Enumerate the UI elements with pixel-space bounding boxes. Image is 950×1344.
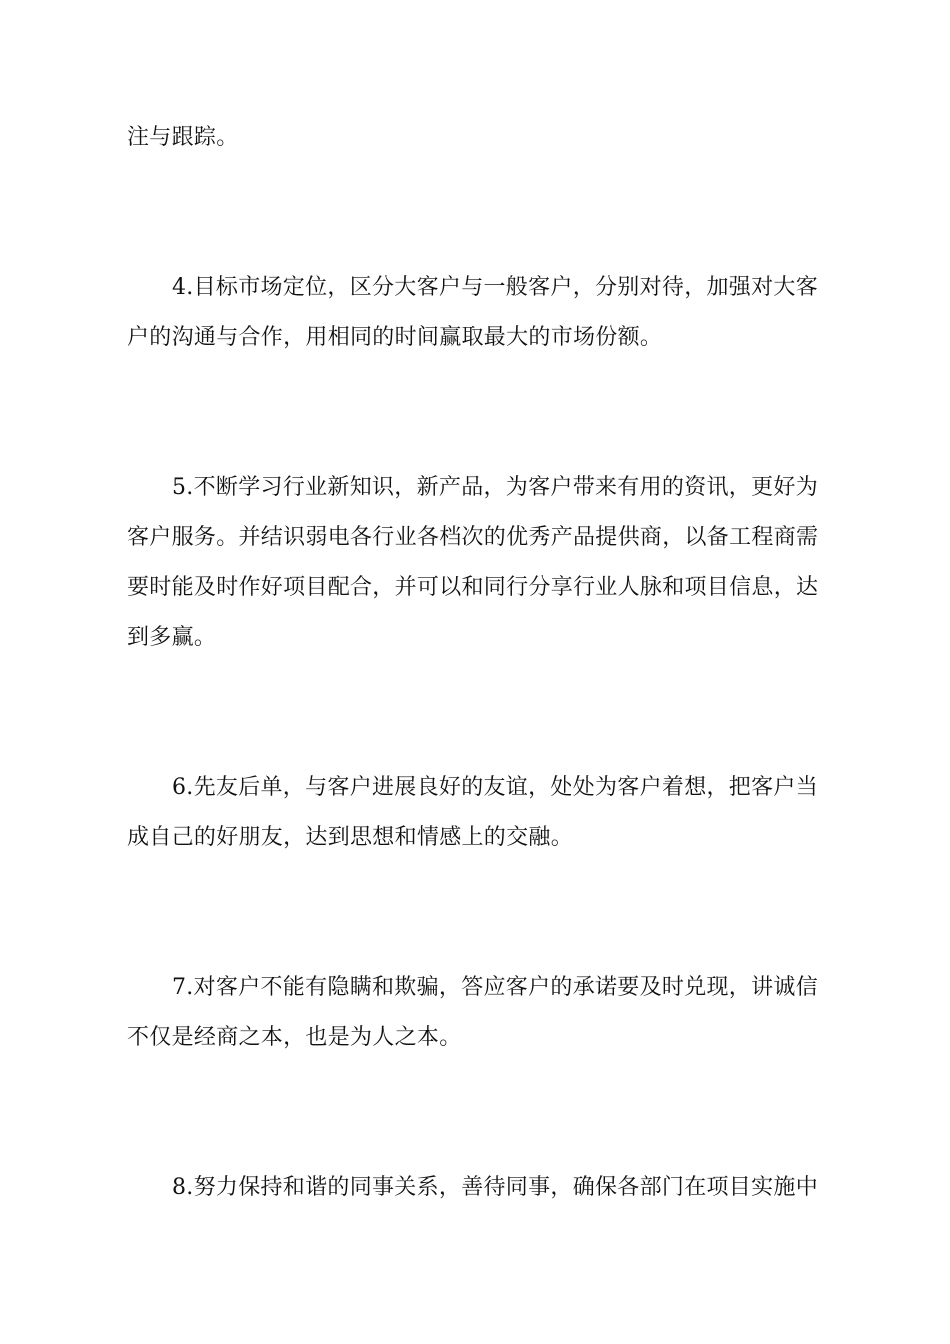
paragraph-line: 成自己的好朋友，达到思想和情感上的交融。 xyxy=(127,825,574,850)
paragraph-line: 6.先友后单，与客户进展良好的友谊，处处为客户着想，把客户当 xyxy=(172,775,818,800)
paragraph-line: 户的沟通与合作，用相同的时间赢取最大的市场份额。 xyxy=(127,325,663,350)
paragraph-line: 客户服务。并结识弱电各行业各档次的优秀产品提供商，以备工程商需 xyxy=(127,525,819,550)
paragraph-line: 8.努力保持和谐的同事关系，善待同事，确保各部门在项目实施中 xyxy=(172,1175,818,1200)
paragraph-line: 4.目标市场定位，区分大客户与一般客户，分别对待，加强对大客 xyxy=(172,275,818,300)
paragraph-line: 7.对客户不能有隐瞒和欺骗，答应客户的承诺要及时兑现，讲诚信 xyxy=(172,975,818,1000)
paragraph-line: 不仅是经商之本，也是为人之本。 xyxy=(127,1025,462,1050)
paragraph-line: 5.不断学习行业新知识，新产品，为客户带来有用的资讯，更好为 xyxy=(172,475,818,500)
paragraph-line: 注与跟踪。 xyxy=(127,125,239,150)
paragraph-line: 要时能及时作好项目配合，并可以和同行分享行业人脉和项目信息，达 xyxy=(127,575,819,600)
paragraph-line: 到多赢。 xyxy=(127,625,217,650)
